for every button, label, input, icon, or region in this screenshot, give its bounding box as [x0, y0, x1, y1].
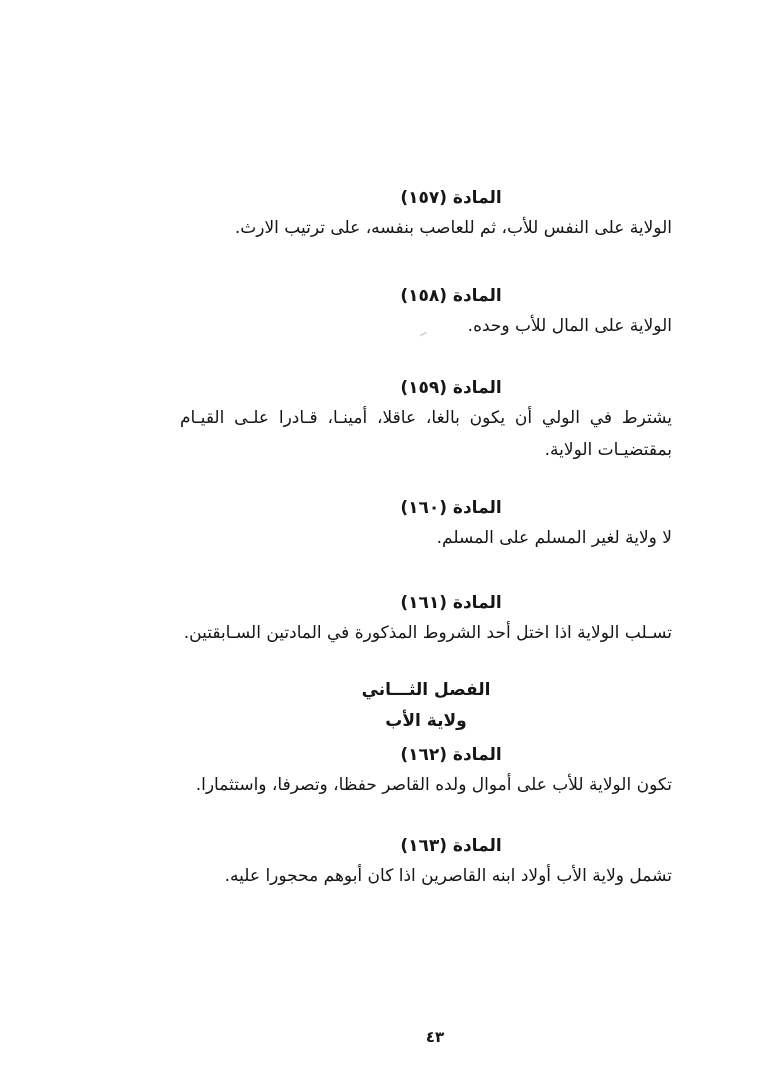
article-162-body: تكون الولاية للأب على أموال ولده القاصر حفظا، وتصرفا، واستثمارا. [195, 775, 672, 795]
article-162-heading: المادة (١٦٢) [400, 745, 502, 765]
article-161-heading: المادة (١٦١) [400, 593, 502, 613]
article-158-heading: المادة (١٥٨) [400, 286, 502, 306]
chapter-heading-block [180, 678, 672, 733]
chapter-title: الفصل الثـــاني [361, 680, 491, 700]
article-157 [180, 186, 672, 244]
article-159 [180, 376, 672, 466]
chapter-subtitle: ولاية الأب [385, 711, 467, 731]
article-159-body: يشترط في الولي أن يكون بالغا، عاقلا، أمينـا، قـادرا علـى القيـام بمقتضيـات الولاية. [180, 408, 672, 460]
article-161 [180, 591, 672, 649]
article-160-heading: المادة (١٦٠) [400, 498, 502, 518]
article-161-body: تسـلب الولاية اذا اختل أحد الشروط المذكورة في المادتين السـابقتين. [183, 623, 672, 643]
article-157-body: الولاية على النفس للأب، ثم للعاصب بنفسه، على ترتيب الارث. [234, 218, 672, 238]
article-162 [180, 743, 672, 801]
article-160-body: لا ولاية لغير المسلم على المسلم. [436, 528, 672, 548]
article-160 [180, 496, 672, 554]
article-163-heading: المادة (١٦٣) [400, 836, 502, 856]
article-163 [180, 834, 672, 892]
article-158-body: الولاية على المال للأب وحده. [467, 316, 672, 336]
article-159-heading: المادة (١٥٩) [400, 378, 502, 398]
article-157-heading: المادة (١٥٧) [400, 188, 502, 208]
page-number: ٤٣ [425, 1028, 445, 1046]
article-163-body: تشمل ولاية الأب أولاد ابنه القاصرين اذا كان أبوهم محجورا عليه. [224, 866, 672, 886]
